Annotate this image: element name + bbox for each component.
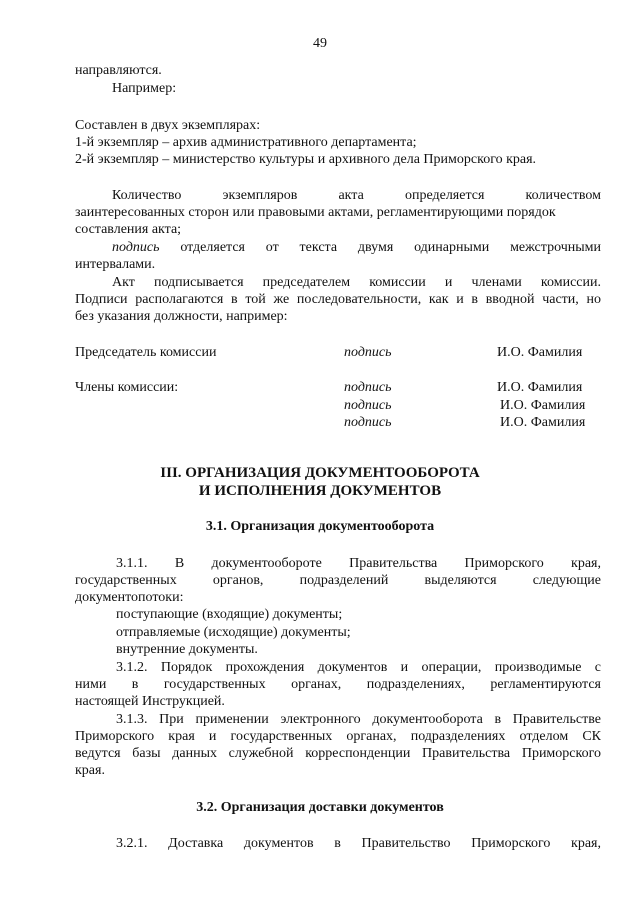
list-item: поступающие (входящие) документы; xyxy=(116,607,343,622)
subsection-heading: 3.1. Организация документооборота xyxy=(205,519,435,534)
signature-placeholder: подпись xyxy=(344,345,392,360)
section-heading: III. ОРГАНИЗАЦИЯ ДОКУМЕНТООБОРОТА xyxy=(160,465,480,481)
signature-role: Члены комиссии: xyxy=(75,380,179,395)
text-line: заинтересованных сторон или правовыми актами, регламентирующими порядок xyxy=(75,205,556,220)
signature-placeholder: подпись xyxy=(344,398,392,413)
text-line: составления акта; xyxy=(75,222,182,237)
text-line: Количество экземпляров акта определяется количеством xyxy=(112,188,601,203)
text-line: 1-й экземпляр – архив административного департамента; xyxy=(75,135,417,150)
text-line: ведутся базы данных служебной корреспонденции Правительства Приморского xyxy=(75,746,601,761)
text-line: Составлен в двух экземплярах: xyxy=(75,118,261,133)
signature-name: И.О. Фамилия xyxy=(500,398,586,413)
text-line: подпись отделяется от текста двумя одинарными межстрочными xyxy=(112,240,601,255)
signature-placeholder: подпись xyxy=(344,380,392,395)
signature-name: И.О. Фамилия xyxy=(497,380,583,395)
page-number: 49 xyxy=(313,36,327,51)
text-line: Подписи располагаются в той же последовательности, как и в вводной части, но xyxy=(75,292,601,307)
text-line: Например: xyxy=(112,81,177,96)
signature-name: И.О. Фамилия xyxy=(497,345,583,360)
text-line: 2-й экземпляр – министерство культуры и архивного дела Приморского края. xyxy=(75,152,537,167)
text-line: направляются. xyxy=(75,63,162,78)
signature-role: Председатель комиссии xyxy=(75,345,217,360)
text-line: интервалами. xyxy=(75,257,156,272)
text-line: ними в государственных органах, подразделениях, регламентируются xyxy=(75,677,601,692)
text-line: 3.1.1. В документообороте Правительства Приморского края, xyxy=(116,556,601,571)
text-line: Приморского края и государственных органах, подразделениях отделом СК xyxy=(75,729,601,744)
list-item: отправляемые (исходящие) документы; xyxy=(116,625,351,640)
text-line: настоящей Инструкцией. xyxy=(75,694,225,709)
text-line: края. xyxy=(75,763,105,778)
italic-word: подпись xyxy=(112,240,160,255)
text-line: Акт подписывается председателем комиссии и членами комиссии. xyxy=(112,275,601,290)
text-line: документопотоки: xyxy=(75,590,184,605)
text-line: 3.2.1. Доставка документов в Правительство Приморского края, xyxy=(116,836,601,851)
text-line: 3.1.3. При применении электронного документооборота в Правительстве xyxy=(116,712,601,727)
subsection-heading: 3.2. Организация доставки документов xyxy=(196,800,444,815)
section-heading: И ИСПОЛНЕНИЯ ДОКУМЕНТОВ xyxy=(198,483,442,499)
signature-placeholder: подпись xyxy=(344,415,392,430)
signature-name: И.О. Фамилия xyxy=(500,415,586,430)
list-item: внутренние документы. xyxy=(116,642,258,657)
text-line: 3.1.2. Порядок прохождения документов и операции, производимые с xyxy=(116,660,601,675)
text-line: без указания должности, например: xyxy=(75,309,288,324)
text-line: государственных органов, подразделений выделяются следующие xyxy=(75,573,601,588)
